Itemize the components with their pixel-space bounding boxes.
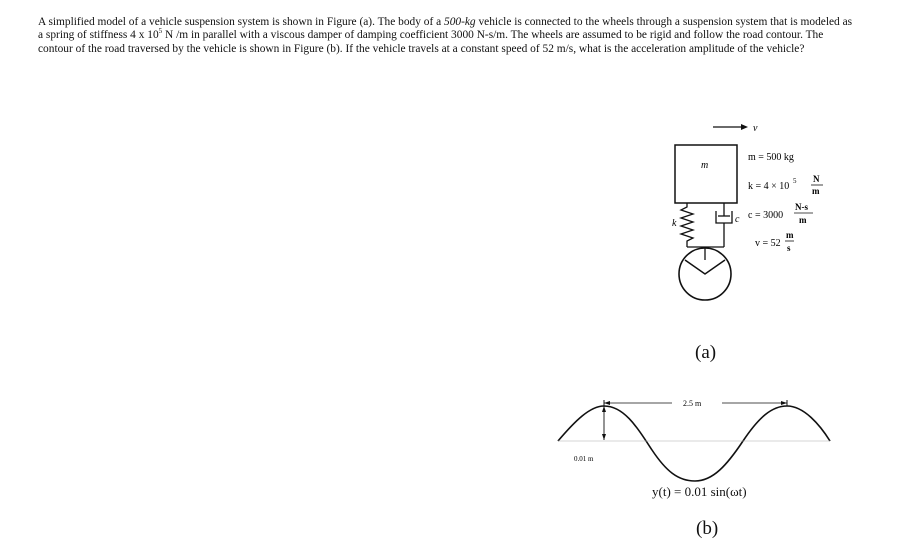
stiffness-value: k = 4 × 10: [748, 181, 790, 192]
stiffness-unit-num: N: [813, 174, 820, 184]
velocity-label: v: [753, 123, 758, 134]
speed-value: v = 52: [755, 238, 781, 249]
mass-block: [675, 145, 737, 203]
damper-label: c: [735, 214, 740, 225]
exponent: 5: [158, 27, 163, 36]
road-equation: y(t) = 0.01 sin(ωt): [652, 484, 747, 499]
mass-emphasis: 500-kg: [444, 16, 476, 28]
damping-unit-num: N-s: [795, 202, 808, 212]
speed-unit-num: m: [786, 230, 794, 240]
figure-a-caption: (a): [695, 342, 717, 363]
problem-text-3: N /m in parallel with a viscous damper of damping coefficient 3000 N-s/m. The wheels are assumed to be rigid and follow the road contour. The contour of the road traversed by the vehicle is shown in Figure (b). If the vehicle travels at a constant speed of 52 m/s, what is the acceleration amplitude of the vehicle?: [38, 29, 824, 55]
problem-statement: [38, 16, 858, 56]
road-sine-curve: [558, 406, 830, 481]
figure-b-caption: (b): [696, 518, 719, 539]
spring-label: k: [672, 218, 677, 229]
figure-a-suspension-diagram: [635, 110, 845, 320]
spring: [681, 203, 693, 247]
damping-value: c = 3000: [748, 210, 784, 221]
amplitude-label: 0.01 m: [574, 455, 594, 463]
stiffness-unit-den: m: [812, 186, 820, 196]
mass-label: m: [701, 160, 709, 171]
speed-unit-den: s: [787, 243, 791, 253]
stiffness-exponent: 5: [793, 177, 797, 185]
problem-text-2: vehicle is connected to the wheels through a suspension system that is modeled as a spring of stiffness 4 x 10: [38, 16, 853, 42]
wavelength-label: 2.5 m: [683, 399, 702, 408]
mass-value: m = 500 kg: [748, 152, 794, 163]
figure-b-road-contour: [30, 395, 840, 490]
damping-unit-den: m: [799, 215, 807, 225]
problem-text-1: A simplified model of a vehicle suspension system is shown in Figure (a). The body of a: [38, 16, 444, 28]
